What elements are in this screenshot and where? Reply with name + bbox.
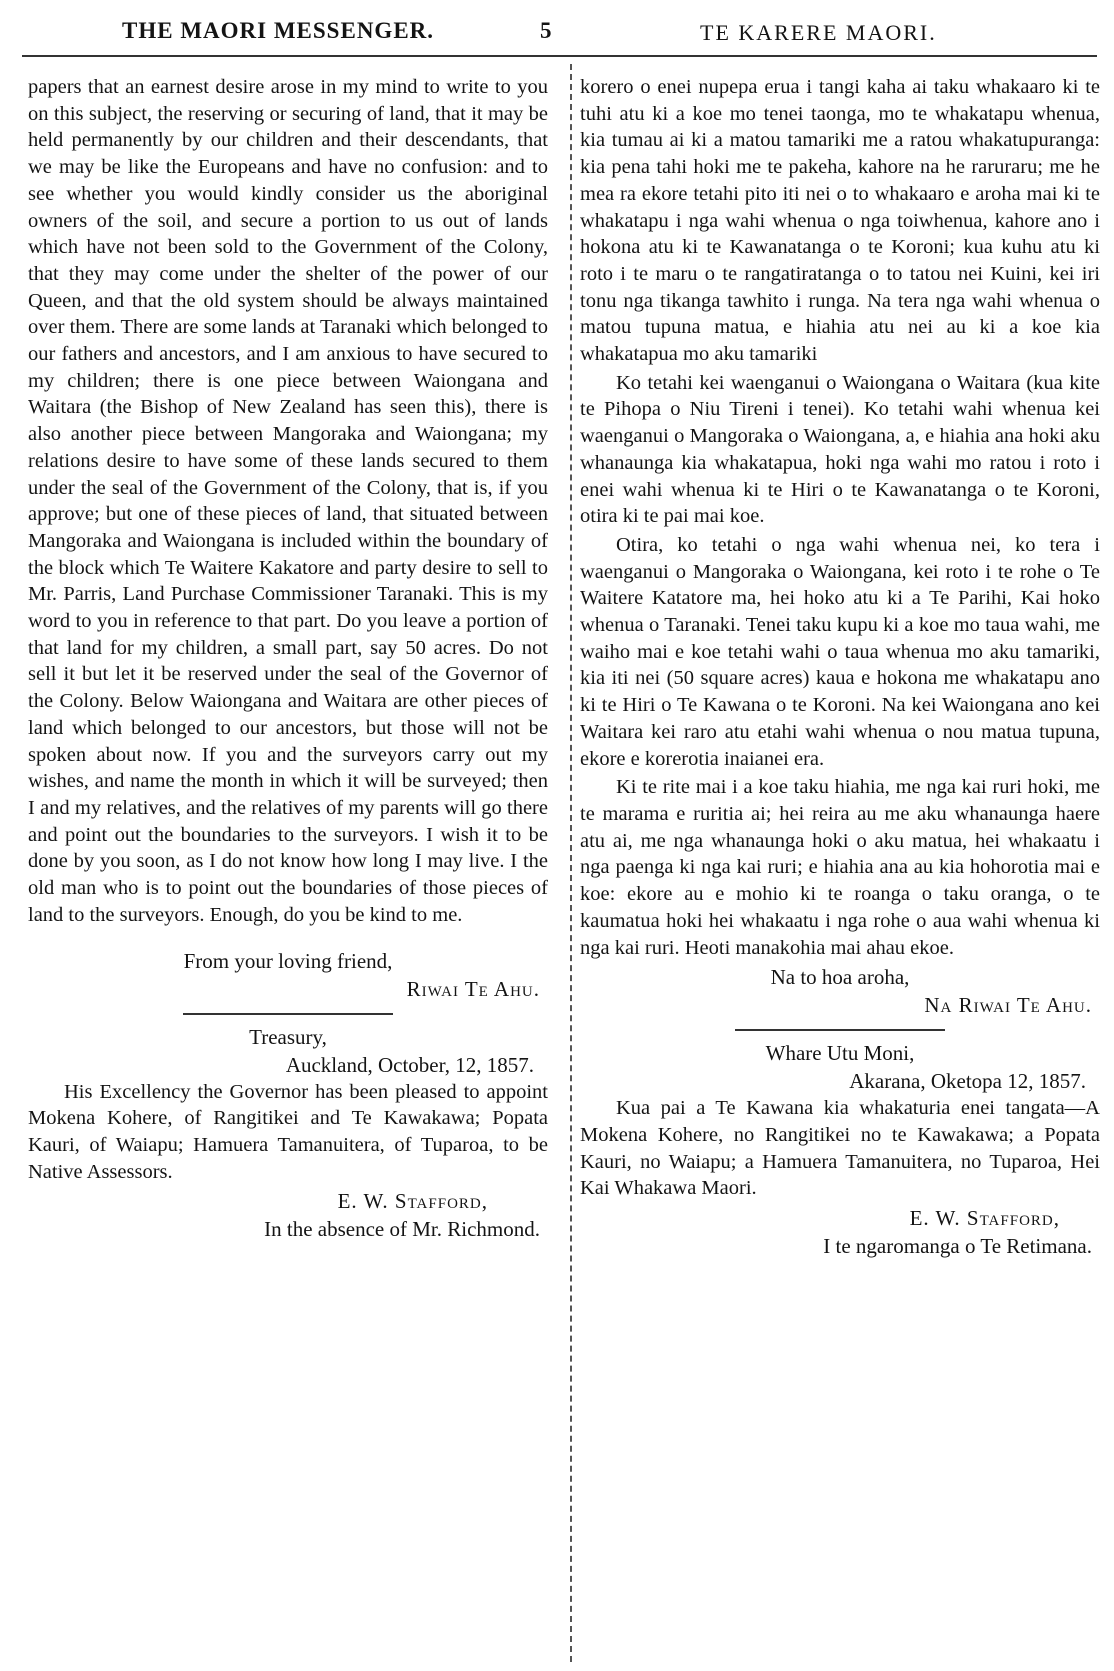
- maori-notice-signer: E. W. Stafford,: [909, 1206, 1060, 1231]
- maori-closing: Na to hoa aroha,: [770, 965, 910, 990]
- english-closing: From your loving friend,: [183, 948, 393, 973]
- english-notice-signer: E. W. Stafford,: [337, 1189, 488, 1214]
- english-signature: Riwai Te Ahu.: [406, 976, 540, 1001]
- english-paragraph: papers that an earnest desire arose in my mind to write to you on this subject, the reserving or securing of land, that it may be held permanently by our children and their descendants, that we may be like the Europeans and have no confusion: and to see whether you would kindly consider us the aboriginal owners of the soil, and secure a portion to us out of lands which have not been sold to the Government of the Colony, that they may come under the shelter of the power of our Queen, and that the old system should be always maintained over them. There are some lands at Taranaki which belonged to our fathers and ancestors, and I am anxious to have secured to my children; there is one piece between Waiongana and Waitara (the Bishop of New Zealand has seen this), there is also another piece between Mangoraka and Waiongana; my relations desire to have some of these lands secured to them under the seal of the Government of the Colony, that is, if you approve; but one of these pieces of land, that situated between Mangoraka and Waiongana is included within the boundary of the block which Te Waitere Kakatore and party desire to sell to Mr. Parris, Land Purchase Commissioner Taranaki. This is my word to you in reference to that part. Do you leave a portion of that land for my children, a small part, say 50 acres. Do not sell it but let it be reserved under the seal of the Governor of the Colony. Below Waiongana and Waitara are other pieces of land which belonged to our ancestors, but those will not be spoken about now. If you and the surveyors carry out my wishes, and name the month in which it will be surveyed; then I and my relatives, and the relatives of my parents will go there and point out the boundaries to the surveyors. I wish it to be done by you soon, as I do not know how long I may live. I the old man who is to point out the boundaries of those pieces of land to the surveyors. Enough, do you be kind to me.: [28, 76, 548, 926]
- notice-rule-maori: [735, 1029, 945, 1031]
- maori-paragraph: Otira, ko tetahi o nga wahi whenua nei, ko tera i waenganui o Mangoraka o Waiongana, kei roto i te rohe o Te Waitere Katatore ma, hei hoko atu ki a Te Parihi, Kai hoko whenua o Taranaki. Tenei taku kupu ki a koe mo taua wahi, me waiho mai e koe tetahi wahi o taua whenua mo aku tamariki, kia iti nei (50 square acres) kaua e hokona me whakatapu ano ki te Hiri o Te Kawana o te Koroni. Na kei Waiongana ano kei Waitara kei raro atu etahi wahi whenua o nou matua tupuna, ekore e korerotia inaianei era.: [580, 533, 1100, 770]
- column-divider: [570, 64, 572, 1662]
- maori-paragraph: Ko tetahi kei waenganui o Waiongana o Waitara (kua kite te Pihopa o Niu Tireni i tenei). Ko tetahi wahi whenua kei waenganui o Mangoraka o Waiongana, a, e hiahia ana hoki aku whanaunga kia whakatapua, hoki nga wahi mo ratou i roto i enei wahi whenua ki te Hiri o te Kawanatanga o te Koroni, otira ki te pai mai koe.: [580, 371, 1100, 528]
- header-rule: [22, 55, 1097, 57]
- page-header: [0, 0, 1114, 62]
- maori-notice-body: Kua pai a Te Kawana kia whakaturia enei tangata—A Mokena Kohere, no Rangitikei no te Kawakawa; a Popata Kauri, no Waiapu; a Hamuera Tamanuitera, no Tuparoa, Hei Kai Whakawa Maori.: [580, 1097, 1100, 1200]
- english-notice-date: Auckland, October, 12, 1857.: [285, 1052, 534, 1077]
- maori-signature: Na Riwai Te Ahu.: [924, 993, 1092, 1018]
- maori-notice-office: Whare Utu Moni,: [765, 1041, 915, 1066]
- english-notice-signer-note: In the absence of Mr. Richmond.: [264, 1217, 540, 1242]
- maori-column: [580, 74, 1100, 1260]
- header-maori-title: TE KARERE MAORI.: [700, 20, 937, 45]
- english-column: [28, 74, 548, 1243]
- maori-paragraph: Ki te rite mai i a koe taku hiahia, me nga kai ruri hoki, me te marama e ruritia ai; hei reira au me aku whanaunga haere atu ai, me nga whanaunga hoki o aku matua, hei whakaatu i nga paenga ki nga kai ruri; e hiahia ana au kia hohorotia mai e koe: ekore au e mohio ki te roanga o taku oranga, o te kaumatua hoki hei whakaatu i nga rohe o aua wahi whenua ki nga kai ruri. Heoti manakohia mai ahau ekoe.: [580, 776, 1100, 959]
- page-number: 5: [540, 18, 552, 43]
- maori-notice-signer-note: I te ngaromanga o Te Retimana.: [823, 1234, 1092, 1259]
- maori-notice-date: Akarana, Oketopa 12, 1857.: [849, 1069, 1086, 1094]
- english-notice-office: Treasury,: [249, 1024, 327, 1049]
- english-notice-body: His Excellency the Governor has been pleased to appoint Mokena Kohere, of Rangitikei and Te Kawakawa; Popata Kauri, of Waiapu; Hamuera Tamanuitera, of Tuparoa, to be Native Assessors.: [28, 1080, 548, 1183]
- maori-paragraph: korero o enei nupepa erua i tangi kaha ai taku whakaaro ki te tuhi atu ki a koe mo tenei taonga, mo te whakatapu whenua, kia tumau ai ki a matou tamariki me a ratou whakatupuranga: kia pena tahi hoki me te pakeha, kahore na he raruraru; me he mea ra ekore tetahi pito iti nei o to whakaaro e aroha mai ki te whakatapu i nga wahi whenua o nga toiwhenua, kahore ano i hokona atu ki te Kawanatanga o te Koroni; kua kuhu atu ki roto i te maru o te rangatiratanga o to tatou nei Kuini, kei iri tonu nga tikanga tawhito i runga. Na tera nga wahi whenua o matou tupuna matua, e hiahia atu nei au ki a koe kia whakatapua mo aku tamariki: [580, 76, 1100, 366]
- notice-rule-english: [183, 1013, 393, 1015]
- header-english-title: THE MAORI MESSENGER.: [122, 18, 435, 43]
